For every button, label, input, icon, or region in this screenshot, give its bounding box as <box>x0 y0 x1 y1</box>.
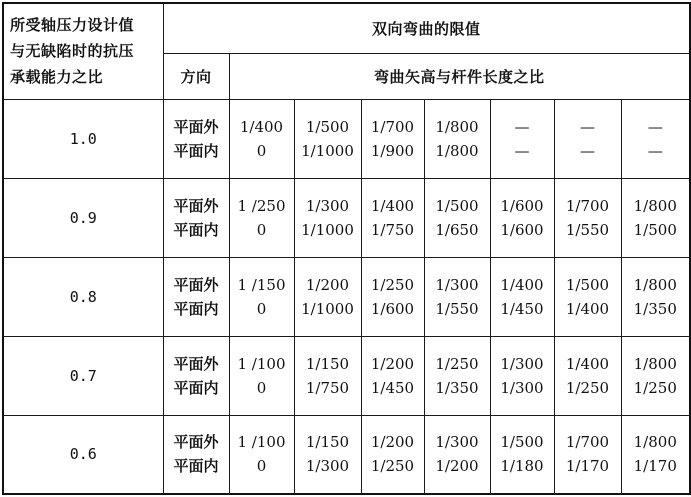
in-plane-value: 0 <box>256 299 267 318</box>
out-of-plane-value: 1/500 <box>435 196 479 215</box>
table-body <box>3 99 690 494</box>
value-cell <box>554 257 621 336</box>
value-cell <box>294 178 361 257</box>
out-of-plane-value: 1/300 <box>305 196 350 215</box>
in-plane-value: 1/400 <box>565 299 610 318</box>
in-plane-value: 1/1000 <box>301 141 354 160</box>
value-cell <box>490 99 554 178</box>
out-of-plane-value: 1/250 <box>435 354 479 373</box>
value-cell <box>424 415 490 494</box>
limit-title-header: 双向弯曲的限值 <box>163 3 690 53</box>
out-of-plane-value: 1/800 <box>633 354 677 373</box>
in-plane-value: 1/350 <box>633 299 677 318</box>
value-cell <box>294 336 361 415</box>
in-plane-value: 1/550 <box>565 220 610 239</box>
ratio-header-line: 所受轴压力设计值 <box>10 16 135 35</box>
out-of-plane-value: 1 /100 <box>237 354 286 373</box>
out-of-plane-value: 1/400 <box>370 196 415 215</box>
in-plane-value: 1/170 <box>565 457 610 476</box>
value-cell <box>490 336 554 415</box>
in-plane-value: 1/250 <box>633 378 677 397</box>
sag-ratio-header: 弯曲矢高与杆件长度之比 <box>229 53 690 99</box>
ratio-cell: 0.9 <box>3 178 163 257</box>
out-of-plane-value: 1/800 <box>633 433 677 452</box>
direction-in-label: 平面内 <box>173 457 219 476</box>
direction-cell <box>163 178 229 257</box>
out-of-plane-value: — <box>580 117 595 136</box>
in-plane-value: 1/450 <box>370 378 415 397</box>
in-plane-value: 1/450 <box>500 299 544 318</box>
in-plane-value: 0 <box>256 141 267 160</box>
out-of-plane-value: 1/400 <box>565 354 610 373</box>
direction-cell <box>163 415 229 494</box>
out-of-plane-value: 1/500 <box>565 275 610 294</box>
in-plane-value: 0 <box>256 378 267 397</box>
table-row <box>3 178 690 257</box>
in-plane-value: 1/1000 <box>301 299 354 318</box>
out-of-plane-value: 1/400 <box>239 117 284 136</box>
table-row <box>3 99 690 178</box>
out-of-plane-value: 1/150 <box>305 433 350 452</box>
ratio-cell: 0.6 <box>3 415 163 494</box>
ratio-header-line: 与无缺陷时的抗压 <box>10 42 135 61</box>
in-plane-value: 1/600 <box>370 299 415 318</box>
value-cell <box>490 257 554 336</box>
in-plane-value: 1/180 <box>500 457 544 476</box>
direction-cell <box>163 257 229 336</box>
ratio-cell: 0.8 <box>3 257 163 336</box>
in-plane-value: 1/250 <box>370 457 415 476</box>
ratio-cell: 1.0 <box>3 99 163 178</box>
in-plane-value: 1/650 <box>435 220 479 239</box>
value-cell <box>621 99 690 178</box>
out-of-plane-value: 1/700 <box>370 117 415 136</box>
in-plane-value: — <box>514 141 530 160</box>
value-cell <box>361 257 424 336</box>
in-plane-value: 1/550 <box>435 299 479 318</box>
out-of-plane-value: 1/500 <box>305 117 350 136</box>
in-plane-value: 1/200 <box>435 457 479 476</box>
out-of-plane-value: 1/300 <box>435 433 479 452</box>
out-of-plane-value: 1 /150 <box>237 275 286 294</box>
in-plane-value: — <box>647 141 663 160</box>
direction-out-label: 平面外 <box>173 196 219 215</box>
value-cell <box>229 99 294 178</box>
direction-out-label: 平面外 <box>173 275 219 294</box>
value-cell <box>621 336 690 415</box>
bending-limit-table <box>2 2 691 495</box>
in-plane-value: 1/250 <box>565 378 610 397</box>
in-plane-value: 1/300 <box>305 457 350 476</box>
header-row-1 <box>3 3 690 53</box>
out-of-plane-value: 1/250 <box>370 275 415 294</box>
value-cell <box>621 415 690 494</box>
out-of-plane-value: — <box>647 117 663 136</box>
out-of-plane-value: 1 /100 <box>237 433 286 452</box>
value-cell <box>621 178 690 257</box>
value-cell <box>229 257 294 336</box>
direction-in-label: 平面内 <box>173 378 219 397</box>
out-of-plane-value: 1/600 <box>500 196 544 215</box>
direction-in-label: 平面内 <box>173 299 219 318</box>
out-of-plane-value: 1/200 <box>305 275 350 294</box>
in-plane-value: 1/750 <box>370 220 415 239</box>
out-of-plane-value: 1/200 <box>370 433 415 452</box>
direction-in-label: 平面内 <box>173 220 219 239</box>
out-of-plane-value: 1/700 <box>565 433 610 452</box>
value-cell <box>294 257 361 336</box>
value-cell <box>229 336 294 415</box>
value-cell <box>621 257 690 336</box>
out-of-plane-value: 1/300 <box>500 354 544 373</box>
value-cell <box>424 336 490 415</box>
in-plane-value: 1/500 <box>633 220 677 239</box>
ratio-cell: 0.7 <box>3 336 163 415</box>
value-cell <box>229 178 294 257</box>
value-cell <box>361 178 424 257</box>
value-cell <box>554 99 621 178</box>
out-of-plane-value: 1/800 <box>435 117 479 136</box>
value-cell <box>294 99 361 178</box>
in-plane-value: 1/600 <box>500 220 544 239</box>
in-plane-value: 1/350 <box>435 378 479 397</box>
out-of-plane-value: 1/300 <box>435 275 479 294</box>
direction-out-label: 平面外 <box>173 117 219 136</box>
value-cell <box>361 415 424 494</box>
in-plane-value: 1/750 <box>305 378 350 397</box>
out-of-plane-value: 1 /250 <box>237 196 286 215</box>
out-of-plane-value: 1/700 <box>565 196 610 215</box>
value-cell <box>424 257 490 336</box>
value-cell <box>554 415 621 494</box>
direction-cell <box>163 336 229 415</box>
value-cell <box>490 178 554 257</box>
table-row <box>3 336 690 415</box>
table-row <box>3 415 690 494</box>
value-cell <box>294 415 361 494</box>
value-cell <box>554 178 621 257</box>
value-cell <box>554 336 621 415</box>
ratio-column-header <box>3 3 163 99</box>
in-plane-value: 1/800 <box>435 141 479 160</box>
out-of-plane-value: 1/400 <box>500 275 544 294</box>
table-row <box>3 257 690 336</box>
value-cell <box>424 178 490 257</box>
value-cell <box>361 99 424 178</box>
out-of-plane-value: 1/800 <box>633 275 677 294</box>
in-plane-value: 1/300 <box>500 378 544 397</box>
value-cell <box>361 336 424 415</box>
in-plane-value: 0 <box>256 220 267 239</box>
in-plane-value: — <box>580 141 595 160</box>
value-cell <box>490 415 554 494</box>
ratio-header-line: 承载能力之比 <box>10 68 104 87</box>
direction-in-label: 平面内 <box>173 141 219 160</box>
out-of-plane-value: 1/150 <box>305 354 350 373</box>
out-of-plane-value: — <box>514 117 530 136</box>
direction-header: 方向 <box>163 53 229 99</box>
value-cell <box>229 415 294 494</box>
direction-out-label: 平面外 <box>173 354 219 373</box>
out-of-plane-value: 1/200 <box>370 354 415 373</box>
out-of-plane-value: 1/500 <box>500 433 544 452</box>
in-plane-value: 1/900 <box>370 141 415 160</box>
in-plane-value: 0 <box>256 457 267 476</box>
direction-out-label: 平面外 <box>173 433 219 452</box>
direction-cell <box>163 99 229 178</box>
in-plane-value: 1/1000 <box>301 220 354 239</box>
in-plane-value: 1/170 <box>633 457 677 476</box>
value-cell <box>424 99 490 178</box>
out-of-plane-value: 1/800 <box>633 196 677 215</box>
